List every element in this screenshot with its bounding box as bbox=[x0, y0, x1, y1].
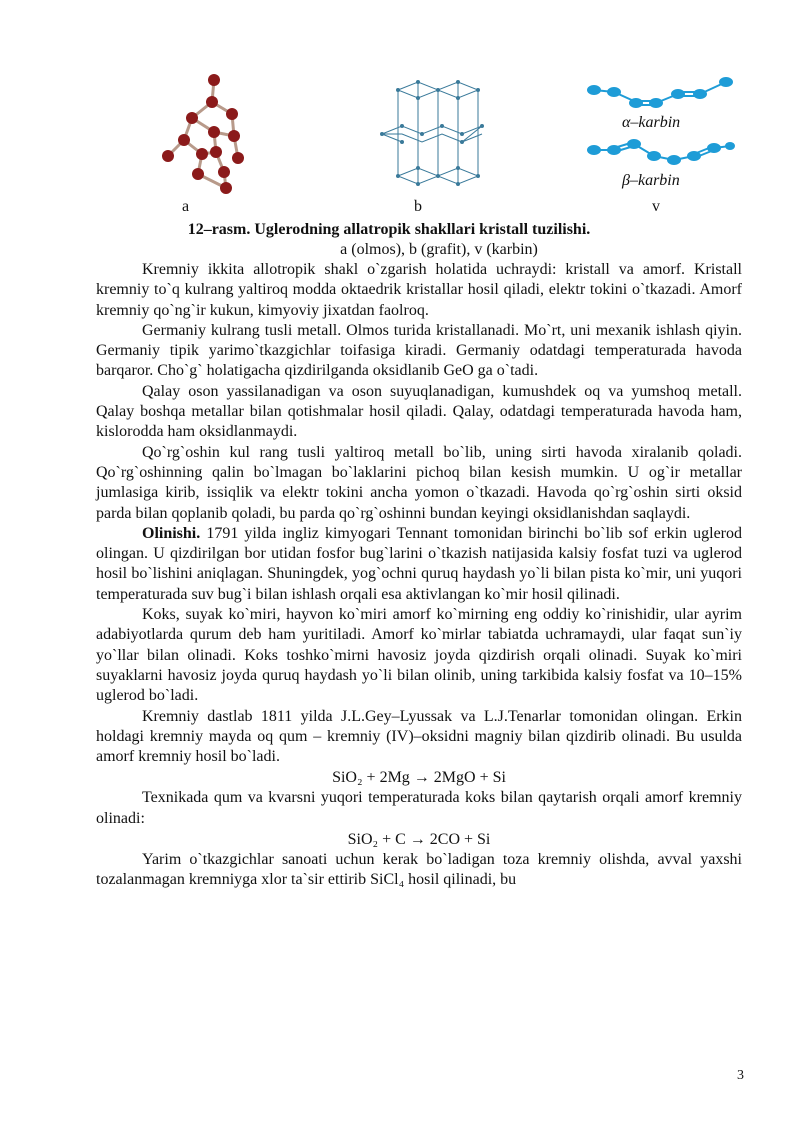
figure-caption-title: 12–rasm. Uglerodning allatropik shakllari kristall tuzilishi. bbox=[187, 221, 591, 238]
olinishi-heading: Olinishi. bbox=[142, 524, 201, 542]
paragraph-olinishi bbox=[96, 524, 742, 605]
paragraph-texnikada: Texnikada qum va kvarsni yuqori temperaturada koks bilan qaytarish orqali amorf kremniy olinadi: bbox=[96, 789, 742, 827]
paragraph-koks: Koks, suyak ko`miri, hayvon ko`miri amorf ko`mirning eng oddiy ko`rinishidir, ular ayrim adabiyotlarda qurum deb ham yuritiladi. Amorf ko`mirlar tabiatda uchramaydi, ular faqat sun`iy yo`llar bilan olinadi. Koks toshko`mirni havosiz joyda qizdirish orqali olinadi. Suyak ko`miri suyaklarni havosiz joyda quruq haydash yo`li bilan olinib, uning tarkibida kalsiy fosfat va 10–15% uglerod bo`ladi. bbox=[96, 606, 742, 705]
graphite-structure-figure bbox=[378, 78, 488, 188]
beta-karbin-chain bbox=[586, 134, 736, 170]
paragraph-yarim-otkazgich: Yarim o`tkazgichlar sanoati uchun kerak bo`ladigan toza kremniy olishda, avval yaxshi tozalanmagan kremniyga xlor ta`sir ettirib SiCl₄ hosil qilinadi, bu bbox=[96, 851, 742, 889]
figure-label-a: a bbox=[182, 198, 190, 215]
paragraph-kremniy: Kremniy ikkita allotropik shakl o`zgarish holatida uchraydi: kristall va amorf. Kristall kremniy to`q kulrang yaltiroq modda oktaedrik kristallar hosil qiladi, elektr tokini o`tkazadi. Amorf kremniy qo`ng`ir kukun, kimyoviy jixatdan faolroq. bbox=[96, 261, 742, 319]
page-number: 3 bbox=[737, 1068, 744, 1083]
figure-row bbox=[96, 70, 742, 220]
equation-2: SiO₂ + C → 2CO + Si bbox=[347, 831, 491, 849]
document-page bbox=[96, 70, 742, 891]
paragraph-qorgoshin: Qo`rg`oshin kul rang tusli yaltiroq metall bo`lib, uning sirti havoda xiralanib qoladi. Qo`rg`oshinning qalin bo`lmagan bo`laklarini pichoq bilan kesish mumkin. U og`ir metallar jumlasiga kirib, issiqlik va elektr tokini ancha yomon o`tkazadi. Havoda qo`rg`oshin sirti oksid parda bilan qoplanib qoladi, bu parda qo`rg`oshinni bundan keyingi oksidlanishdan saqlaydi. bbox=[96, 443, 742, 522]
paragraph-kremniy-olinishi: Kremniy dastlab 1811 yilda J.L.Gey–Lyussak va L.J.Tenarlar tomonidan olingan. Erkin holdagi kremniy mayda oq qum – kremniy (IV)–oksidni magniy bilan qizdirib olinadi. Bu usulda amorf kremniy hosil bo`ladi. bbox=[96, 707, 742, 766]
beta-karbin-label: β–karbin bbox=[622, 172, 680, 189]
alpha-karbin-label: α–karbin bbox=[622, 114, 681, 131]
figure-caption-sub: a (olmos), b (grafit), v (karbin) bbox=[340, 241, 538, 258]
figure-label-b: b bbox=[414, 198, 422, 215]
alpha-karbin-chain bbox=[586, 76, 736, 112]
paragraph-qalay: Qalay oson yassilanadigan va oson suyuqlanadigan, kumushdek oq va yumshoq metall. Qalay boshqa metallar bilan qotishmalar hosil qiladi. Qalay, odatdagi temperaturada havoda ham, kislorodda ham oksidlanmaydi. bbox=[96, 382, 742, 441]
figure-label-v: v bbox=[652, 198, 660, 215]
diamond-structure-figure bbox=[154, 70, 254, 195]
paragraph-germaniy: Germaniy kulrang tusli metall. Olmos turida kristallanadi. Mo`rt, uni mexanik ishlash qiyin. Germaniy tipik yarimo`tkazgichlar toifasiga kiradi. Germaniy odatdagi temperaturada havoda barqaror. Cho`g` holatigacha qizdirilganda oksidlanib GeO ga o`tadi. bbox=[96, 321, 742, 380]
equation-1: SiO₂ + 2Mg → 2MgO + Si bbox=[332, 769, 506, 787]
olinishi-text: 1791 yilda ingliz kimyogari Tennant tomonidan birinchi bo`lib sof erkin uglerod olingan. U qizdirilgan bor utidan fosfor bug`larini o`tkazish natijasida kalsiy fosfat tuzi va uglerod hosil bo`lishini aniqlagan. Shuningdek, yog`ochni quruq haydash yo`li bilan pista ko`mir, uni yuqori temperaturada suv bug`i bilan ishlash orqali esa aktivlangan ko`mir hosil qilinadi. bbox=[96, 524, 742, 603]
